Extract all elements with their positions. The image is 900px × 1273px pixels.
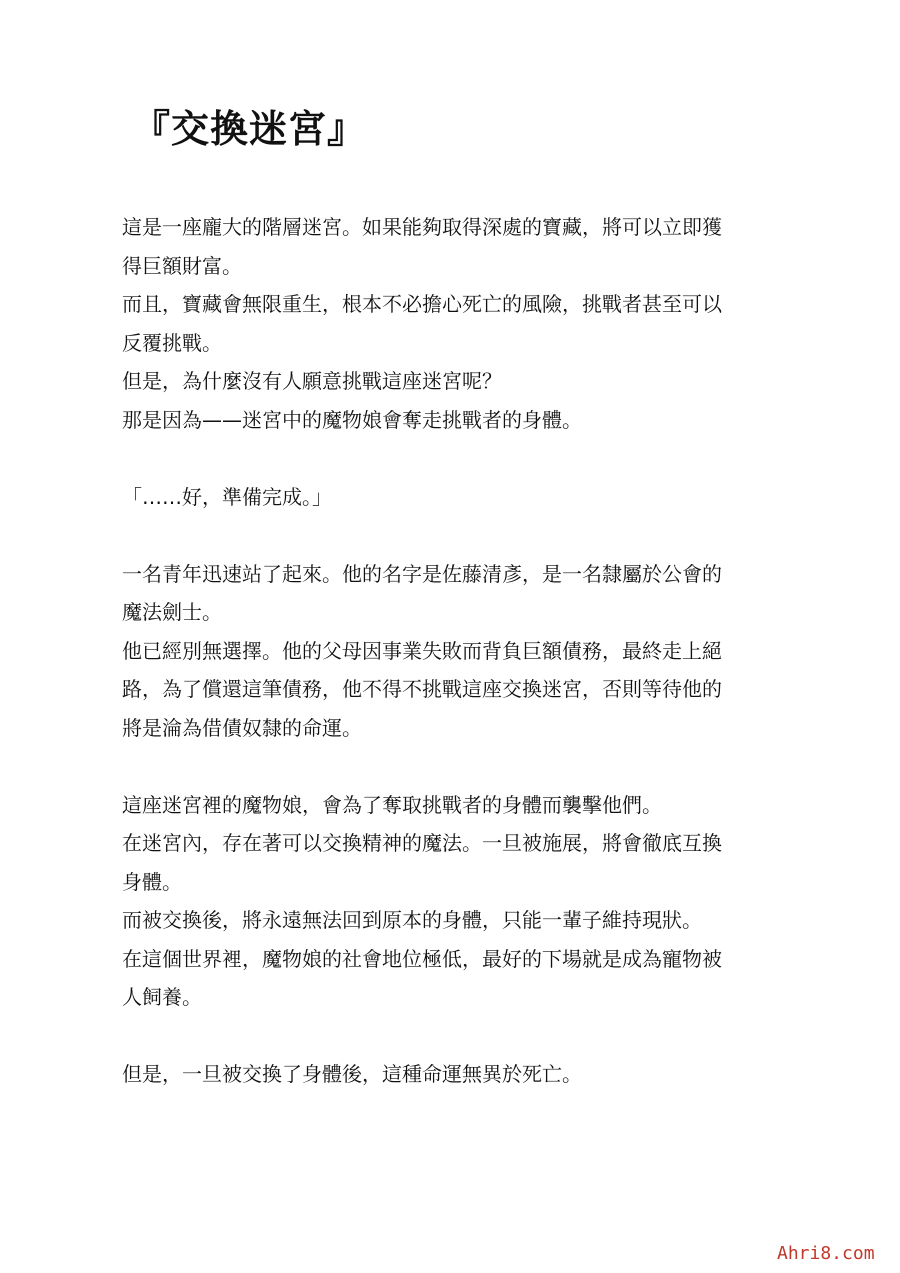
text-line: 得巨額財富。 [122,253,242,278]
text-line: 但是，一旦被交換了身體後，這種命運無異於死亡。 [122,1062,582,1086]
text-line: 這是一座龐大的階層迷宮。如果能夠取得深處的寶藏，將可以立即獲 [122,215,722,239]
text-line: 在這個世界裡，魔物娘的社會地位極低，最好的下場就是成為寵物被 [122,946,722,971]
paragraph-gap [122,516,782,555]
body-text [122,208,782,1094]
text-line: 他已經別無選擇。他的父母因事業失敗而背負巨額債務，最終走上絕 [122,638,722,663]
text-line: 人飼養。 [122,985,202,1009]
text-line: 一名青年迅速站了起來。他的名字是佐藤清彥，是一名隸屬於公會的 [122,561,722,586]
text-line: 反覆挑戰。 [122,330,222,355]
text-line: 那是因為——迷宮中的魔物娘會奪走挑戰者的身體。 [122,407,582,432]
text-line: 這座迷宮裡的魔物娘，會為了奪取挑戰者的身體而襲擊他們。 [122,792,662,817]
text-line: 而被交換後，將永遠無法回到原本的身體，只能一輩子維持現狀。 [122,908,702,932]
dialogue-line: 「……好，準備完成。」 [122,484,332,509]
text-line: 但是，為什麼沒有人願意挑戰這座迷宮呢？ [122,369,502,393]
page-title: 『交換迷宮』 [132,107,367,151]
watermark: Ahri8.com [777,1243,875,1264]
text-line: 魔法劍士。 [122,600,222,624]
text-line: 將是淪為借債奴隸的命運。 [122,715,362,740]
text-line: 在迷宮內，存在著可以交換精神的魔法。一旦被施展，將會徹底互換 [122,831,722,855]
paragraph-gap [122,439,782,478]
text-line: 路，為了償還這筆債務，他不得不挑戰這座交換迷宮，否則等待他的 [122,677,722,701]
paragraph-gap [122,1017,782,1056]
text-line: 身體。 [122,869,182,894]
text-line: 而且，寶藏會無限重生，根本不必擔心死亡的風險，挑戰者甚至可以 [122,292,722,316]
paragraph-gap [122,747,782,786]
